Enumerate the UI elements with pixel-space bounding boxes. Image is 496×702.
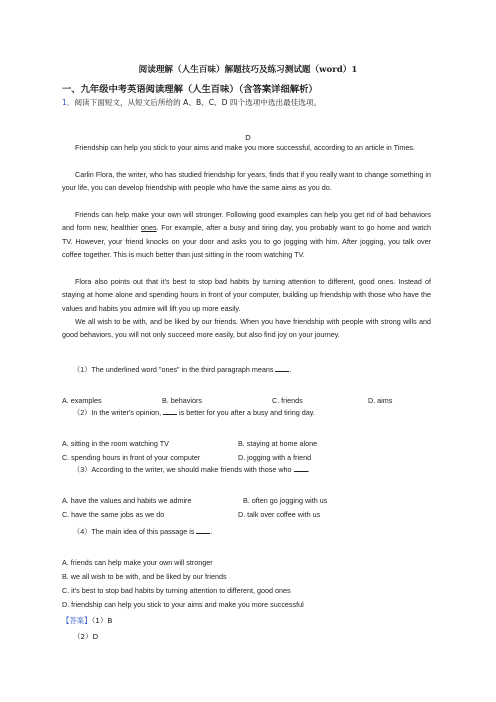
- stem-text: （1）The underlined word "ones" in the third paragraph means: [73, 365, 276, 374]
- paragraph-3: [62, 208, 431, 262]
- q3-option-d: D. talk over coffee with us: [238, 510, 321, 519]
- paragraph-text: Carlin Flora, the writer, who has studied friendship for years, finds that if you really want to change something in your life, you can develop friendship with people who have the same aims as you do.: [62, 170, 431, 193]
- paragraph-5: [62, 315, 431, 342]
- paragraph-text: Flora also points out that it's best to stop bad habits by turning attention to different, good ones. Instead of staying at home alone and spending hours in front of your computer, building up friendship with those who have the values and habits you admire will lift you up more easily.: [62, 277, 431, 313]
- stem-text: （2）In the writer's opinion,: [73, 408, 164, 417]
- q3-option-a: A. have the values and habits we admire: [62, 496, 192, 505]
- question-number: 1: [62, 98, 67, 107]
- paragraph-text: Friendship can help you stick to your aims and make you more successful, according to an article in Times.: [75, 143, 415, 152]
- paragraph-text: Friends can help make your own will stronger. Following good examples can help you get rid of bad behaviors and form new, healthier: [62, 210, 431, 233]
- paragraph-1: [62, 141, 431, 154]
- paragraph-text: . For example, after a busy and tiring day, you probably want to go home and watch TV. However, your friend knocks on your door and asks you to go jogging with him. After jogging, you talk over coffee together. This is much better than just sitting in the room watching TV.: [62, 223, 432, 260]
- paragraph-4: [62, 275, 431, 315]
- q2-option-d: D. jogging with a friend: [238, 453, 312, 462]
- page-title: 阅读理解（人生百味）解题技巧及练习测试题（word）1: [138, 65, 358, 75]
- q1-option-c: C. friends: [272, 396, 303, 405]
- q4-option-a: A. friends can help make your own will stronger: [62, 558, 213, 567]
- q4-option-d: D. friendship can help you stick to your aims and make you more successful: [62, 600, 304, 609]
- question-2-stem: [73, 408, 315, 418]
- answer-blank: [163, 408, 177, 415]
- section-heading: 一、九年级中考英语阅读理解（人生百味）（含答案详细解析）: [62, 84, 318, 95]
- question-instruction: 阅读下面短文，从短文后所给的 A、B、C、D 四个选项中选出最佳选项。: [74, 98, 322, 107]
- question-1-stem: [73, 365, 291, 375]
- question-intro: 1．阅读下面短文，从短文后所给的 A、B、C、D 四个选项中选出最佳选项。: [62, 98, 322, 107]
- stem-text: .: [210, 527, 213, 536]
- answer-line: [62, 615, 112, 626]
- paragraph-text: We all wish to be with, and be liked by our friends. When you have friendship with people with strong wills and good behaviors, you will not only succeed more easily, but also find joy on your journey.: [62, 317, 431, 340]
- q3-option-b: B. often go jogging with us: [243, 496, 328, 505]
- stem-text: .: [307, 465, 310, 474]
- q2-option-a: A. sitting in the room watching TV: [62, 439, 169, 448]
- passage-label: D: [245, 133, 251, 142]
- q1-option-d: D. aims: [368, 396, 393, 405]
- answer-item: （1）B: [91, 616, 113, 625]
- stem-text: .: [289, 365, 292, 374]
- answer-blank: [196, 527, 213, 536]
- answer-blank: [294, 465, 308, 472]
- answer-tag: 【答案】: [62, 616, 92, 625]
- answer-item: （2）D: [73, 632, 99, 641]
- q4-option-b: B. we all wish to be with, and be liked by our friends: [62, 572, 227, 581]
- q4-option-c: C. it's best to stop bad habits by turning attention to different, good ones: [62, 586, 291, 595]
- q1-option-b: B. behaviors: [162, 396, 202, 405]
- answer-blank: [275, 365, 292, 374]
- q3-option-c: C. have the same jobs as we do: [62, 510, 165, 519]
- q1-option-a: A. examples: [62, 396, 102, 405]
- stem-text: is better for you after a busy and tiring day.: [177, 408, 315, 417]
- q2-option-c: C. spending hours in front of your computer: [62, 453, 201, 462]
- paragraph-2: [62, 168, 431, 195]
- question-3-stem: [73, 465, 310, 475]
- q2-option-b: B. staying at home alone: [238, 439, 318, 448]
- underlined-word: ones: [141, 223, 157, 233]
- stem-text: （4）The main idea of this passage is: [73, 527, 197, 536]
- stem-text: （3）According to the writer, we should make friends with those who: [73, 465, 294, 474]
- question-4-stem: [73, 527, 212, 537]
